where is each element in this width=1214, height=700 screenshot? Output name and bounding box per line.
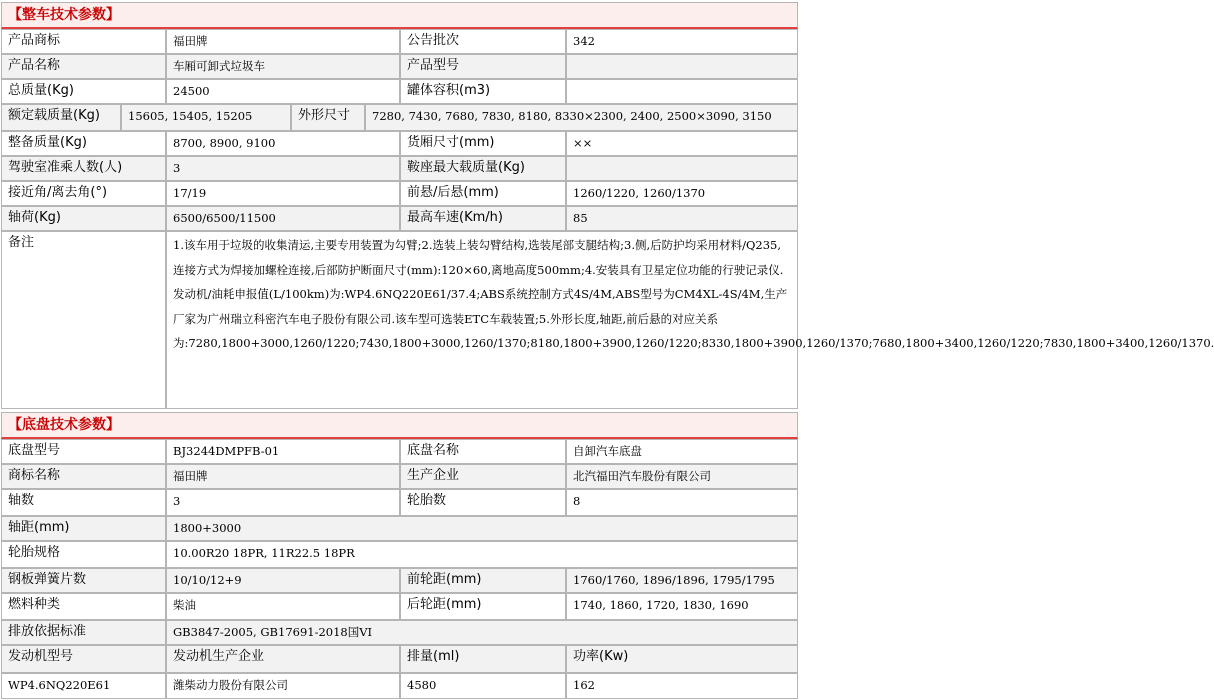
chassis-row-6-col-0: 燃料种类 [1,593,166,620]
dimensions-label: 外形尺寸 [291,104,365,131]
engine-value-3: 162 [566,673,798,699]
remarks-text: 1.该车用于垃圾的收集清运,主要专用装置为勾臂;2.选装上装勾臂结构,选装尾部支腿结构;3.侧,后防护均采用材料/Q235,连接方式为焊接加螺栓连接,后部防护断面尺寸(mm):120×60,离地高度500mm;4.安装具有卫星定位功能的行驶记录仪.发动机/油耗申报值(L/100km)为:WP4.6NQ220E61/37.4;ABS系统控制方式4S/4M,ABS型号为CM4XL-4S/4M,生产厂家为广州瑞立科密汽车电子股份有限公司.该车型可选装ETC车载装置;5.外形长度,轴距,前后悬的对应关系为:7280,1800+3000,1260/1220;7430,1800+3000,1260/1370;8180,1800+3900,1260/1220;8330,1800+3900,1260/1370;7680,1800+3400,1260/1220;7830,1800+3400,1260/1370. [166,231,798,409]
vehicle-row-5-col-1: 3 [166,156,400,181]
chassis-row-7-label: 排放依据标准 [1,620,166,645]
engine-value-1: 潍柴动力股份有限公司 [166,673,400,699]
chassis-row-2-col-1: 3 [166,489,400,516]
vehicle-row-6-col-0: 接近角/离去角(°) [1,181,166,206]
chassis-row-4-value: 10.00R20 18PR, 11R22.5 18PR [166,541,798,568]
chassis-row-3-value: 1800+3000 [166,516,798,541]
vehicle-row-0-col-1: 福田牌 [166,29,400,54]
dimensions-value: 7280, 7430, 7680, 7830, 8180, 8330×2300, 2400, 2500×3090, 3150 [365,104,798,131]
vehicle-row-1-col-1: 车厢可卸式垃圾车 [166,54,400,79]
engine-value-2: 4580 [400,673,566,699]
chassis-row-0-col-1: BJ3244DMPFB-01 [166,439,400,464]
chassis-section-title: 【底盘技术参数】 [1,412,798,439]
vehicle-row-1-col-0: 产品名称 [1,54,166,79]
vehicle-row-2-col-1: 24500 [166,79,400,104]
chassis-row-1-col-2: 生产企业 [400,464,566,489]
vehicle-row-7-col-0: 轴荷(Kg) [1,206,166,231]
chassis-row-5-col-0: 钢板弹簧片数 [1,568,166,593]
engine-header-1: 发动机生产企业 [166,645,400,673]
engine-header-0: 发动机型号 [1,645,166,673]
vehicle-row-5-col-3 [566,156,798,181]
chassis-row-5-col-3: 1760/1760, 1896/1896, 1795/1795 [566,568,798,593]
engine-header-2: 排量(ml) [400,645,566,673]
chassis-row-1-col-3: 北汽福田汽车股份有限公司 [566,464,798,489]
chassis-row-5-col-2: 前轮距(mm) [400,568,566,593]
chassis-row-1-col-0: 商标名称 [1,464,166,489]
chassis-row-4-label: 轮胎规格 [1,541,166,568]
engine-header-3: 功率(Kw) [566,645,798,673]
chassis-row-2-col-3: 8 [566,489,798,516]
vehicle-row-0-col-2: 公告批次 [400,29,566,54]
vehicle-row-5-col-2: 鞍座最大载质量(Kg) [400,156,566,181]
vehicle-row-7-col-1: 6500/6500/11500 [166,206,400,231]
vehicle-row-7-col-2: 最高车速(Km/h) [400,206,566,231]
remarks-label: 备注 [1,231,166,409]
vehicle-row-2-col-3 [566,79,798,104]
chassis-row-0-col-2: 底盘名称 [400,439,566,464]
vehicle-row-0-col-3: 342 [566,29,798,54]
rated-load-label: 额定载质量(Kg) [1,104,121,131]
chassis-row-5-col-1: 10/10/12+9 [166,568,400,593]
vehicle-row-6-col-2: 前悬/后悬(mm) [400,181,566,206]
vehicle-row-1-col-3 [566,54,798,79]
vehicle-row-4-col-2: 货厢尺寸(mm) [400,131,566,156]
chassis-row-6-col-1: 柴油 [166,593,400,620]
vehicle-row-2-col-2: 罐体容积(m3) [400,79,566,104]
chassis-row-2-col-0: 轴数 [1,489,166,516]
vehicle-section-title: 【整车技术参数】 [1,2,798,29]
chassis-row-2-col-2: 轮胎数 [400,489,566,516]
chassis-row-7-value: GB3847-2005, GB17691-2018国VI [166,620,798,645]
rated-load-value: 15605, 15405, 15205 [121,104,291,131]
chassis-row-1-col-1: 福田牌 [166,464,400,489]
chassis-row-6-col-2: 后轮距(mm) [400,593,566,620]
vehicle-row-0-col-0: 产品商标 [1,29,166,54]
vehicle-row-6-col-1: 17/19 [166,181,400,206]
vehicle-row-6-col-3: 1260/1220, 1260/1370 [566,181,798,206]
engine-value-0: WP4.6NQ220E61 [1,673,166,699]
vehicle-row-5-col-0: 驾驶室准乘人数(人) [1,156,166,181]
vehicle-row-4-col-3: ×× [566,131,798,156]
vehicle-row-4-col-1: 8700, 8900, 9100 [166,131,400,156]
vehicle-row-1-col-2: 产品型号 [400,54,566,79]
chassis-row-6-col-3: 1740, 1860, 1720, 1830, 1690 [566,593,798,620]
vehicle-row-2-col-0: 总质量(Kg) [1,79,166,104]
chassis-row-0-col-3: 自卸汽车底盘 [566,439,798,464]
vehicle-row-4-col-0: 整备质量(Kg) [1,131,166,156]
chassis-row-3-label: 轴距(mm) [1,516,166,541]
chassis-row-0-col-0: 底盘型号 [1,439,166,464]
vehicle-row-7-col-3: 85 [566,206,798,231]
